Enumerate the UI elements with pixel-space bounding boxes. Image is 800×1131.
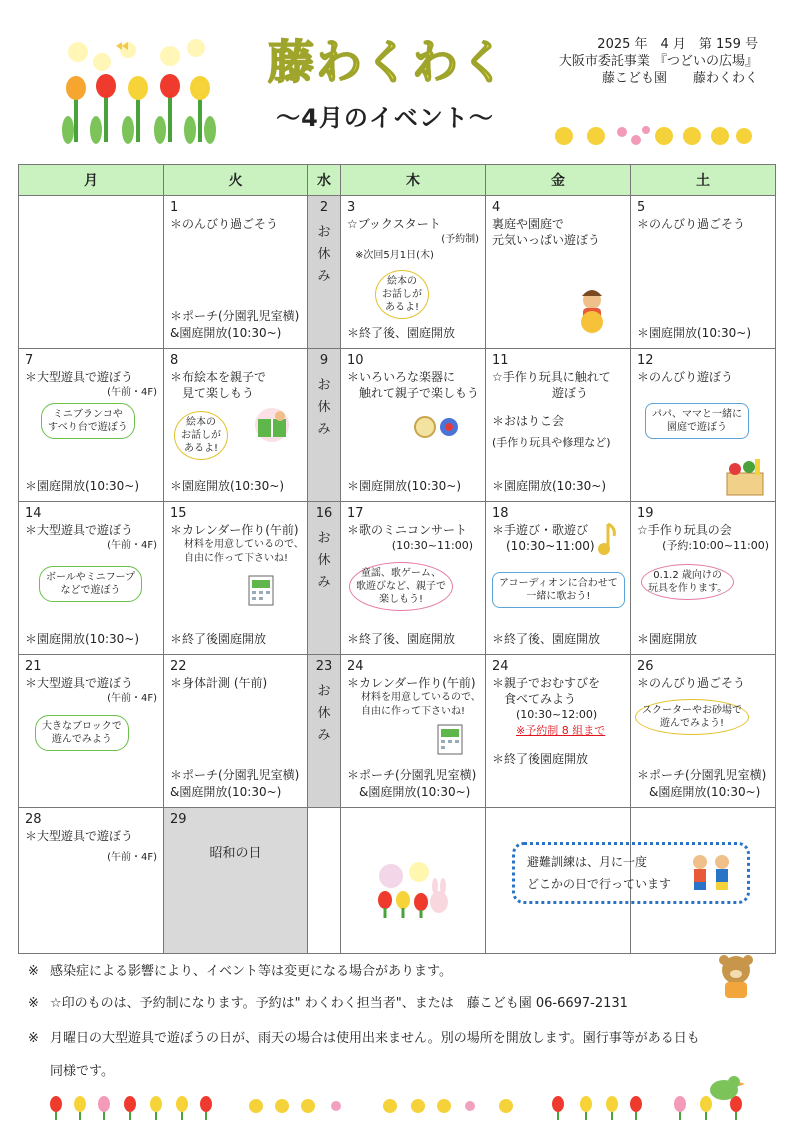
event-text: ＊のんびり過ごそう	[170, 217, 279, 231]
event-text: 裏庭や園庭で 元気いっぱい遊ぼう	[492, 217, 601, 247]
weekday-mon: 月	[19, 165, 164, 196]
day-cell-28	[19, 808, 164, 954]
event-footer: ＊園庭開放(10:30~)	[25, 632, 140, 646]
week-row-3	[19, 502, 776, 655]
event-detail: (午前・4F)	[107, 540, 157, 551]
day-cell-12	[631, 349, 776, 502]
event-text: ＊歌のミニコンサート	[347, 523, 468, 537]
day-cell-14	[19, 502, 164, 655]
week-row-2	[19, 349, 776, 502]
day-cell-blank-thu	[341, 808, 486, 954]
event-detail: (午前・4F)	[107, 852, 157, 863]
day-number: 1	[170, 200, 179, 215]
day-number: 2	[319, 200, 329, 215]
day-number: 3	[347, 200, 356, 215]
closed-label: お 休 み	[317, 225, 331, 284]
day-number: 28	[25, 812, 42, 827]
event-text: ☆手作り玩具に触れて 遊ぼう	[492, 370, 611, 400]
event-text: ☆ブックスタート	[347, 217, 441, 231]
day-number: 11	[492, 353, 509, 368]
closed-label: お 休 み	[317, 531, 331, 590]
day-cell-24	[341, 655, 486, 808]
publisher: 大阪市委託事業 『つどいの広場』	[558, 54, 758, 69]
speech-bubble: ボールやミニフープ などで遊ぼう	[39, 566, 142, 602]
children-running-illustration	[686, 852, 736, 896]
day-cell-4	[486, 196, 631, 349]
day-number: 29	[170, 812, 187, 827]
event-footer: ＊園庭開放(10:30~)	[170, 479, 285, 493]
day-number: 8	[170, 353, 179, 368]
event-detail: (午前・4F)	[107, 693, 157, 704]
event-text: ＊身体計測 (午前)	[170, 676, 268, 690]
calendar-icon	[437, 721, 463, 755]
note-2	[28, 994, 628, 1014]
day-cell-10	[341, 349, 486, 502]
event-time: (10:30~11:00)	[391, 539, 473, 552]
day-number: 10	[347, 353, 364, 368]
reservation-label: (予約制)	[441, 234, 479, 245]
event-footer: ＊終了後園庭開放	[170, 632, 267, 646]
day-cell-1	[164, 196, 308, 349]
event-footer: ＊終了後、園庭開放	[492, 632, 601, 646]
day-cell-24-fri	[486, 655, 631, 808]
music-note-icon	[596, 522, 618, 556]
issue-info	[559, 36, 758, 87]
closed-label: お 休 み	[317, 378, 331, 437]
day-number: 21	[25, 659, 42, 674]
weekday-tue: 火	[164, 165, 308, 196]
event-footer: ＊終了後、園庭開放	[347, 632, 456, 646]
week-row-4	[19, 655, 776, 808]
event-footer: ＊終了後、園庭開放	[347, 326, 456, 340]
event-footer: ＊園庭開放	[637, 632, 698, 646]
event-text: ＊布絵本を親子で 見て楽しもう	[170, 370, 267, 400]
speech-bubble: 絵本の お話しが あるよ!	[174, 411, 228, 460]
day-number: 24	[347, 659, 364, 674]
event-note: ※次回5月1日(木)	[355, 250, 434, 261]
bear-illustration	[716, 952, 756, 1000]
event-footer: ＊園庭開放(10:30~)	[492, 479, 607, 493]
speech-bubble: 童謡、歌ゲーム、 歌遊びなど、親子で 楽しもう!	[349, 562, 453, 611]
instruments-illustration	[413, 415, 463, 439]
day-cell-30	[308, 808, 341, 954]
event-footer: ＊園庭開放(10:30~)	[347, 479, 462, 493]
event-detail: (手作り玩具や修理など)	[492, 436, 611, 449]
day-number: 22	[170, 659, 187, 674]
note-text: 感染症による影響により、イベント等は変更になる場合があります。	[50, 964, 452, 979]
weekday-fri: 金	[486, 165, 631, 196]
day-cell-17	[341, 502, 486, 655]
note-1	[28, 962, 452, 982]
day-number: 24	[492, 659, 509, 674]
day-number: 23	[315, 659, 333, 674]
day-cell-3	[341, 196, 486, 349]
day-number: 5	[637, 200, 646, 215]
event-note: 材料を用意しているので、 自由に作って下さいね!	[361, 692, 481, 717]
speech-bubble: 絵本の お話しが あるよ!	[375, 270, 429, 319]
day-cell-8	[164, 349, 308, 502]
toy-box-illustration	[723, 457, 767, 497]
event-text: ＊大型遊具で遊ぼう	[25, 523, 134, 537]
event-footer: ＊園庭開放(10:30~)	[637, 326, 752, 340]
note-mark: ※	[28, 1031, 39, 1046]
tulips-bunny-illustration	[371, 858, 451, 918]
note-3	[28, 1029, 700, 1049]
day-cell-23	[308, 655, 341, 808]
day-cell-22	[164, 655, 308, 808]
weekday-sat: 土	[631, 165, 776, 196]
day-cell-29	[164, 808, 308, 954]
event-footer: ＊ポーチ(分園乳児室横) &園庭開放(10:30~)	[347, 768, 477, 799]
day-cell-16	[308, 502, 341, 655]
day-number: 12	[637, 353, 654, 368]
note-text: ☆印のものは、予約制になります。予約は" わくわく担当者"、または 藤こども園 06-6697-2131	[50, 996, 628, 1011]
event-footer: ＊ポーチ(分園乳児室横) &園庭開放(10:30~)	[637, 768, 767, 799]
issue-number: 2025 年 4 月 第 159 号	[597, 37, 758, 52]
event-text: ＊大型遊具で遊ぼう	[25, 370, 134, 384]
footer-flowers-illustration	[46, 1092, 746, 1122]
note-text: 月曜日の大型遊具で遊ぼうの日が、雨天の場合は使用出来ません。別の場所を開放します。園行事等がある日も	[50, 1031, 700, 1046]
note-3-cont	[28, 1062, 114, 1082]
event-text: ＊カレンダー作り(午前)	[170, 523, 299, 537]
picture-book-illustration	[250, 407, 294, 443]
day-cell-18	[486, 502, 631, 655]
day-cell-15	[164, 502, 308, 655]
note-mark: ※	[28, 996, 39, 1011]
event-text: ＊いろいろな楽器に 触れて親子で楽しもう	[347, 370, 480, 400]
day-cell-empty	[19, 196, 164, 349]
bird-illustration	[706, 1072, 746, 1102]
event-text: ＊親子でおむすびを 食べてみよう	[492, 676, 601, 706]
day-cell-9	[308, 349, 341, 502]
day-number: 14	[25, 506, 42, 521]
day-number: 16	[315, 506, 333, 521]
speech-bubble: ミニブランコや すべり台で遊ぼう	[41, 403, 135, 439]
event-text: ＊のんびり過ごそう	[637, 676, 746, 690]
newsletter-title: 藤わくわく	[268, 35, 508, 89]
speech-bubble: パパ、ママと一緒に 園庭で遊ぼう	[645, 403, 749, 439]
event-text-2: ＊おはりこ会	[492, 414, 565, 428]
event-calendar	[18, 164, 776, 954]
day-cell-11	[486, 349, 631, 502]
day-number: 18	[492, 506, 509, 521]
event-time: (予約:10:00~11:00)	[662, 539, 769, 552]
speech-bubble: 大きなブロックで 遊んでみよう	[35, 715, 129, 751]
event-text: ＊のんびり過ごそう	[637, 217, 746, 231]
event-text: ＊のんびり遊ぼう	[637, 370, 734, 384]
event-time: (10:30~11:00)	[506, 539, 595, 553]
event-text: ＊手遊び・歌遊び	[492, 523, 589, 537]
day-cell-7	[19, 349, 164, 502]
child-ball-illustration	[572, 288, 612, 334]
note-mark: ※	[28, 964, 39, 979]
speech-bubble: 0.1.2 歳向けの 玩具を作ります。	[641, 564, 734, 600]
event-time: (10:30~12:00)	[516, 708, 598, 721]
newsletter-subtitle: ～4月のイベント～	[276, 104, 494, 132]
tulips-illustration	[58, 38, 218, 148]
day-cell-5	[631, 196, 776, 349]
weekday-thu: 木	[341, 165, 486, 196]
day-cell-21	[19, 655, 164, 808]
holiday-name: 昭和の日	[209, 846, 262, 861]
day-number: 19	[637, 506, 654, 521]
event-text: ☆手作り玩具の会	[637, 523, 732, 537]
closed-label: お 休 み	[317, 684, 331, 743]
day-number: 7	[25, 353, 34, 368]
day-number: 4	[492, 200, 501, 215]
day-cell-26	[631, 655, 776, 808]
event-text: ＊カレンダー作り(午前)	[347, 676, 476, 690]
chicks-flowers-illustration	[552, 122, 752, 150]
event-footer: ＊終了後園庭開放	[492, 752, 589, 766]
event-note: 材料を用意しているので、 自由に作って下さいね!	[184, 539, 304, 564]
day-number: 26	[637, 659, 654, 674]
evacuation-drill-notice: 避難訓練は、月に一度 どこかの日で行っています	[512, 842, 750, 904]
speech-bubble: アコーディオンに合わせて 一緒に歌おう!	[492, 572, 625, 608]
reservation-limit: ※予約制 8 組まで	[516, 724, 606, 737]
event-text: ＊大型遊具で遊ぼう	[25, 676, 134, 690]
event-detail: (午前・4F)	[107, 387, 157, 398]
day-cell-19	[631, 502, 776, 655]
day-cell-2	[308, 196, 341, 349]
day-number: 15	[170, 506, 187, 521]
day-number: 9	[319, 353, 329, 368]
day-number: 17	[347, 506, 364, 521]
event-footer: ＊園庭開放(10:30~)	[25, 479, 140, 493]
note-text: 同様です。	[50, 1064, 114, 1079]
speech-bubble: スクーターやお砂場で 遊んでみよう!	[635, 699, 749, 735]
event-text: ＊大型遊具で遊ぼう	[25, 829, 134, 843]
weekday-wed: 水	[308, 165, 341, 196]
event-footer: ＊ポーチ(分園乳児室横) &園庭開放(10:30~)	[170, 309, 300, 340]
event-footer: ＊ポーチ(分園乳児室横) &園庭開放(10:30~)	[170, 768, 300, 799]
organization: 藤こども園 藤わくわく	[601, 71, 758, 86]
calendar-icon	[248, 572, 274, 606]
weekday-header-row	[19, 165, 776, 196]
week-row-1	[19, 196, 776, 349]
